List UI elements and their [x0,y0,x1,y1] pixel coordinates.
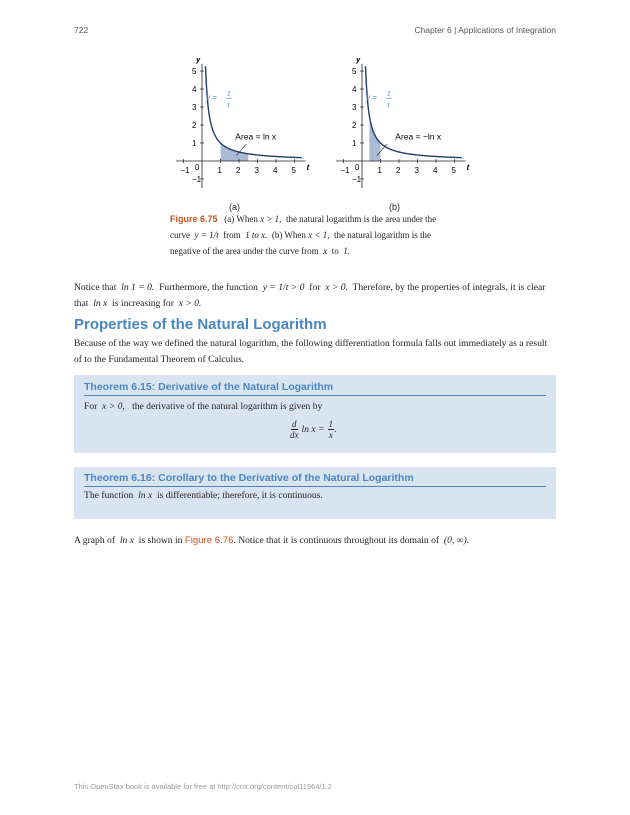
caption-math: x > 1, [260,214,282,224]
inline-math: ln x [119,535,134,546]
x-tick-label: 3 [254,166,259,175]
x-tick-label: 3 [414,166,419,175]
theorem-text: is differentiable; therefore, it is continuous. [157,490,323,501]
y-tick-label: 2 [192,121,197,130]
x-tick-label: 0 [195,163,200,172]
inline-math: (0, ∞). [443,535,470,546]
caption-math: x < 1, [308,230,330,240]
y-tick-label: 4 [352,85,357,94]
caption-text: from [223,230,241,240]
theorem-text: The function [84,490,134,501]
theorem-title: Theorem 6.16: Corollary to the Derivative of the Natural Logarithm [84,472,414,484]
page-footer: This OpenStax book is available for free at http://cnx.org/content/col11964/1.2 [74,782,332,791]
y-tick-label: 2 [352,121,357,130]
caption-math: x [323,246,328,256]
x-tick-label: 1 [377,166,382,175]
figure-panel-b [320,58,470,208]
x-tick-label: 2 [396,166,401,175]
y-axis-name: y [196,58,201,64]
t-axis-name: t [306,163,310,172]
area-label: Area = −ln x [395,131,442,142]
area-label: Area = ln x [235,131,277,142]
y-tick-label: 3 [192,103,197,112]
y-tick-label: −1 [352,175,362,184]
paragraph-line: Because of the way we defined the natural logarithm, the following differentiation formula falls out immediately as a result [74,338,548,349]
paragraph-line: of to the Fundamental Theorem of Calculus. [74,354,245,365]
derivative-operator [290,419,299,440]
t-axis-name: t [466,163,470,172]
x-tick-label: 0 [355,163,360,172]
caption-math: 1 to x. [245,230,268,240]
theorem-formula [290,419,336,440]
figure-caption [170,211,470,259]
x-tick-label: −1 [180,166,190,175]
paragraph-graph [74,533,559,549]
curve-label: y = [206,92,217,102]
caption-text: (a) When [224,214,258,224]
y-tick-label: 5 [192,67,197,76]
section-heading: Properties of the Natural Logarithm [74,316,327,333]
theorem-title: Theorem 6.15: Derivative of the Natural Logarithm [84,381,334,393]
section-intro [74,336,559,368]
paragraph-text: is shown in [138,535,183,546]
paragraph-text: that [74,298,89,309]
inline-math: y = 1/t > 0 [262,282,305,293]
inline-math: ln x [138,490,153,501]
formula-period: . [334,424,337,435]
caption-text: the natural logarithm is the [333,230,431,240]
y-tick-label: 1 [352,139,357,148]
x-tick-label: 5 [451,166,456,175]
figure-6-76-link[interactable]: Figure 6.76 [184,535,234,546]
caption-text: (b) When [271,230,306,240]
chapter-header: Chapter 6 | Applications of Integration [414,25,556,35]
caption-math: y = 1/t [194,230,219,240]
y-tick-label: −1 [192,175,202,184]
x-tick-label: 4 [273,166,278,175]
caption-text: the natural logarithm is the area under the [285,214,437,224]
figure-caption-label: Figure 6.75 [170,214,218,224]
curve-one-over-t [206,66,302,157]
panel-b-label: (b) [389,202,400,212]
fraction-denominator: x [328,430,333,440]
theorem-text: For [84,401,98,412]
paragraph-text: Furthermore, the function [159,282,258,293]
theorem-statement [84,399,322,415]
curve-label-denominator: t [227,102,230,109]
x-tick-label: −1 [340,166,350,175]
panel-a-label: (a) [229,202,240,212]
y-tick-label: 4 [192,85,197,94]
theorem-divider [84,486,546,487]
caption-text: negative of the area under the curve from [170,246,319,256]
theorem-statement [84,488,323,504]
inline-math: x > 0. [178,298,202,309]
paragraph-text: Therefore, by the properties of integrals, it is clear [352,282,546,293]
curve-label-denominator: t [387,102,390,109]
inline-math: ln x [93,298,108,309]
figure-panel-a [160,58,310,208]
theorem-divider [84,395,546,396]
x-tick-label: 1 [217,166,222,175]
caption-math: 1. [343,246,350,256]
paragraph-text: Notice that [74,282,117,293]
fraction-denominator: dx [290,430,299,440]
fraction-numerator: 1 [328,419,333,429]
caption-text: curve [170,230,190,240]
x-tick-label: 4 [433,166,438,175]
paragraph-text: A graph of [74,535,116,546]
inline-math: x > 0. [325,282,348,293]
y-tick-label: 1 [192,139,197,148]
theorem-box-6-15 [74,375,556,453]
paragraph-text: is increasing for [112,298,174,309]
theorem-text: the derivative of the natural logarithm is given by [132,401,323,412]
inline-math: ln 1 = 0. [121,282,155,293]
curve-label: y = [366,92,377,102]
curve-label-numerator: 1 [226,90,231,98]
x-tick-label: 5 [291,166,296,175]
y-tick-label: 5 [352,67,357,76]
curve-label-numerator: 1 [386,90,391,98]
paragraph-text: for [309,282,321,293]
paragraph-notice [74,280,559,312]
caption-text: to [331,246,339,256]
y-tick-label: 3 [352,103,357,112]
theorem-box-6-16 [74,467,556,519]
paragraph-text: . Notice that it is continuous throughout its domain of [233,535,440,546]
page-number: 722 [74,25,89,35]
x-tick-label: 2 [236,166,241,175]
formula-text: ln x = [301,424,325,435]
inline-math: x > 0, [102,401,125,412]
y-axis-name: y [356,58,361,64]
fraction-numerator: d [292,419,297,429]
